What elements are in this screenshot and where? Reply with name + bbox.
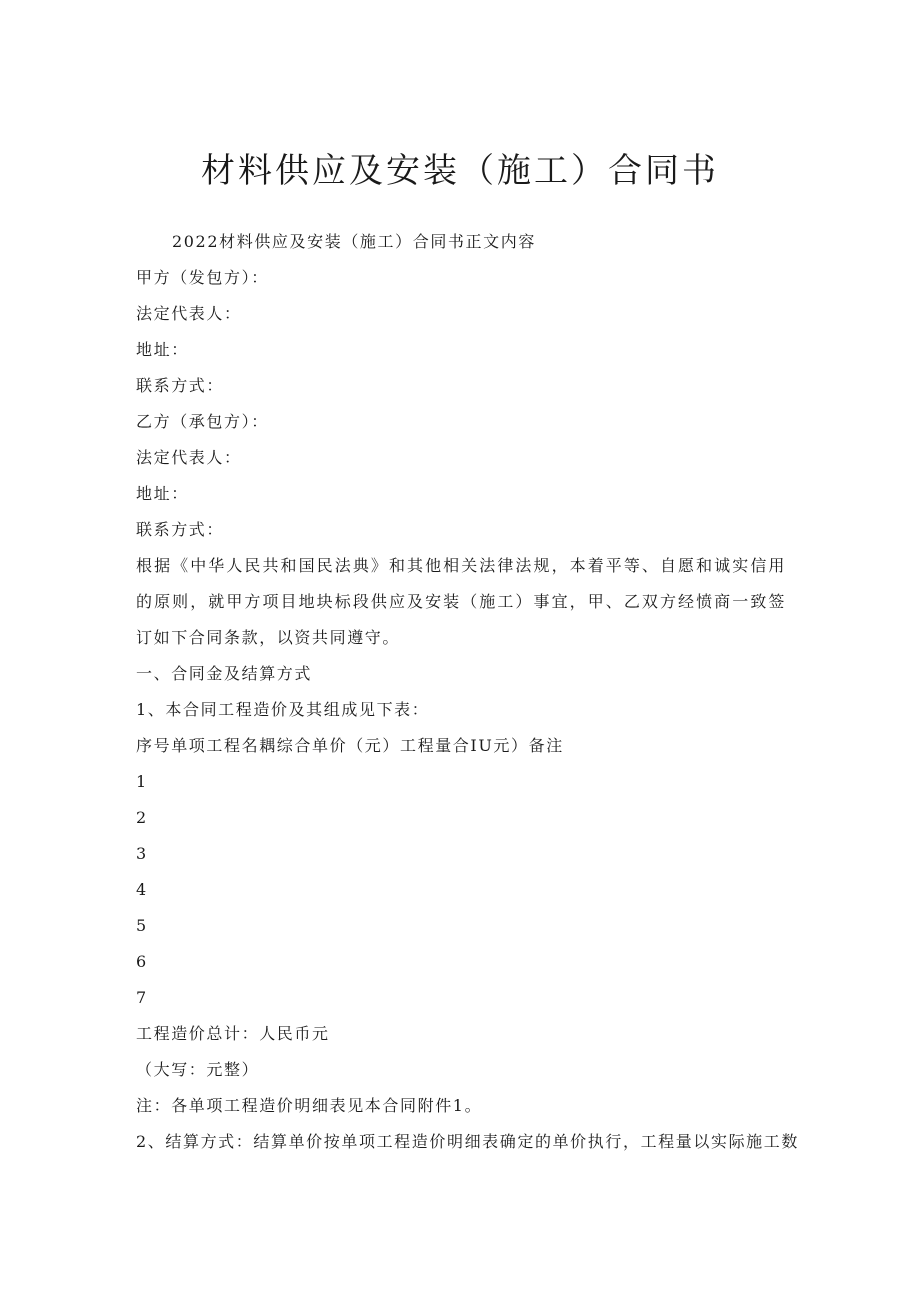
total-price-capital: （大写：元整）: [136, 1060, 260, 1079]
party-b-legal-rep: 法定代表人：: [136, 448, 242, 467]
preamble-paragraph: 根据《中华人民共和国民法典》和其他相关法律法规，本着平等、自愿和诚实信用的原则，就甲方项目地块标段供应及安装（施工）事宜，甲、乙双方经愤商一致签订如下合同条款，以资共同遵守。: [136, 556, 786, 647]
total-price: 工程造价总计：人民币元: [136, 1024, 330, 1043]
table-row-number: 7: [136, 988, 148, 1007]
document-title: 材料供应及安装（施工）合同书: [201, 151, 719, 191]
party-a-address: 地址：: [136, 340, 189, 359]
table-row-number: 1: [136, 772, 148, 791]
party-b-address: 地址：: [136, 484, 189, 503]
table-row-number: 2: [136, 808, 148, 827]
party-b-label: 乙方（承包方）：: [136, 412, 269, 431]
party-b-contact: 联系方式：: [136, 520, 225, 539]
table-row-number: 3: [136, 844, 148, 863]
table-row-number: 6: [136, 952, 148, 971]
table-header: 序号单项工程名耦综合单价（元）工程量合IU元）备注: [136, 736, 564, 755]
section-heading: 一、合同金及结算方式: [136, 664, 313, 683]
party-a-contact: 联系方式：: [136, 376, 225, 395]
table-row-number: 5: [136, 916, 148, 935]
clause-2: 2、结算方式：结算单价按单项工程造价明细表确定的单价执行，工程量以实际施工数: [136, 1132, 799, 1151]
party-a-legal-rep: 法定代表人：: [136, 304, 242, 323]
party-a-label: 甲方（发包方）：: [136, 268, 269, 287]
clause-1: 1、本合同工程造价及其组成见下表：: [136, 700, 430, 719]
document-subtitle: 2022材料供应及安装（施工）合同书正文内容: [172, 232, 536, 251]
price-note: 注：各单项工程造价明细表见本合同附件1。: [136, 1096, 483, 1115]
document-body: [136, 224, 799, 1160]
table-row-number: 4: [136, 880, 148, 899]
